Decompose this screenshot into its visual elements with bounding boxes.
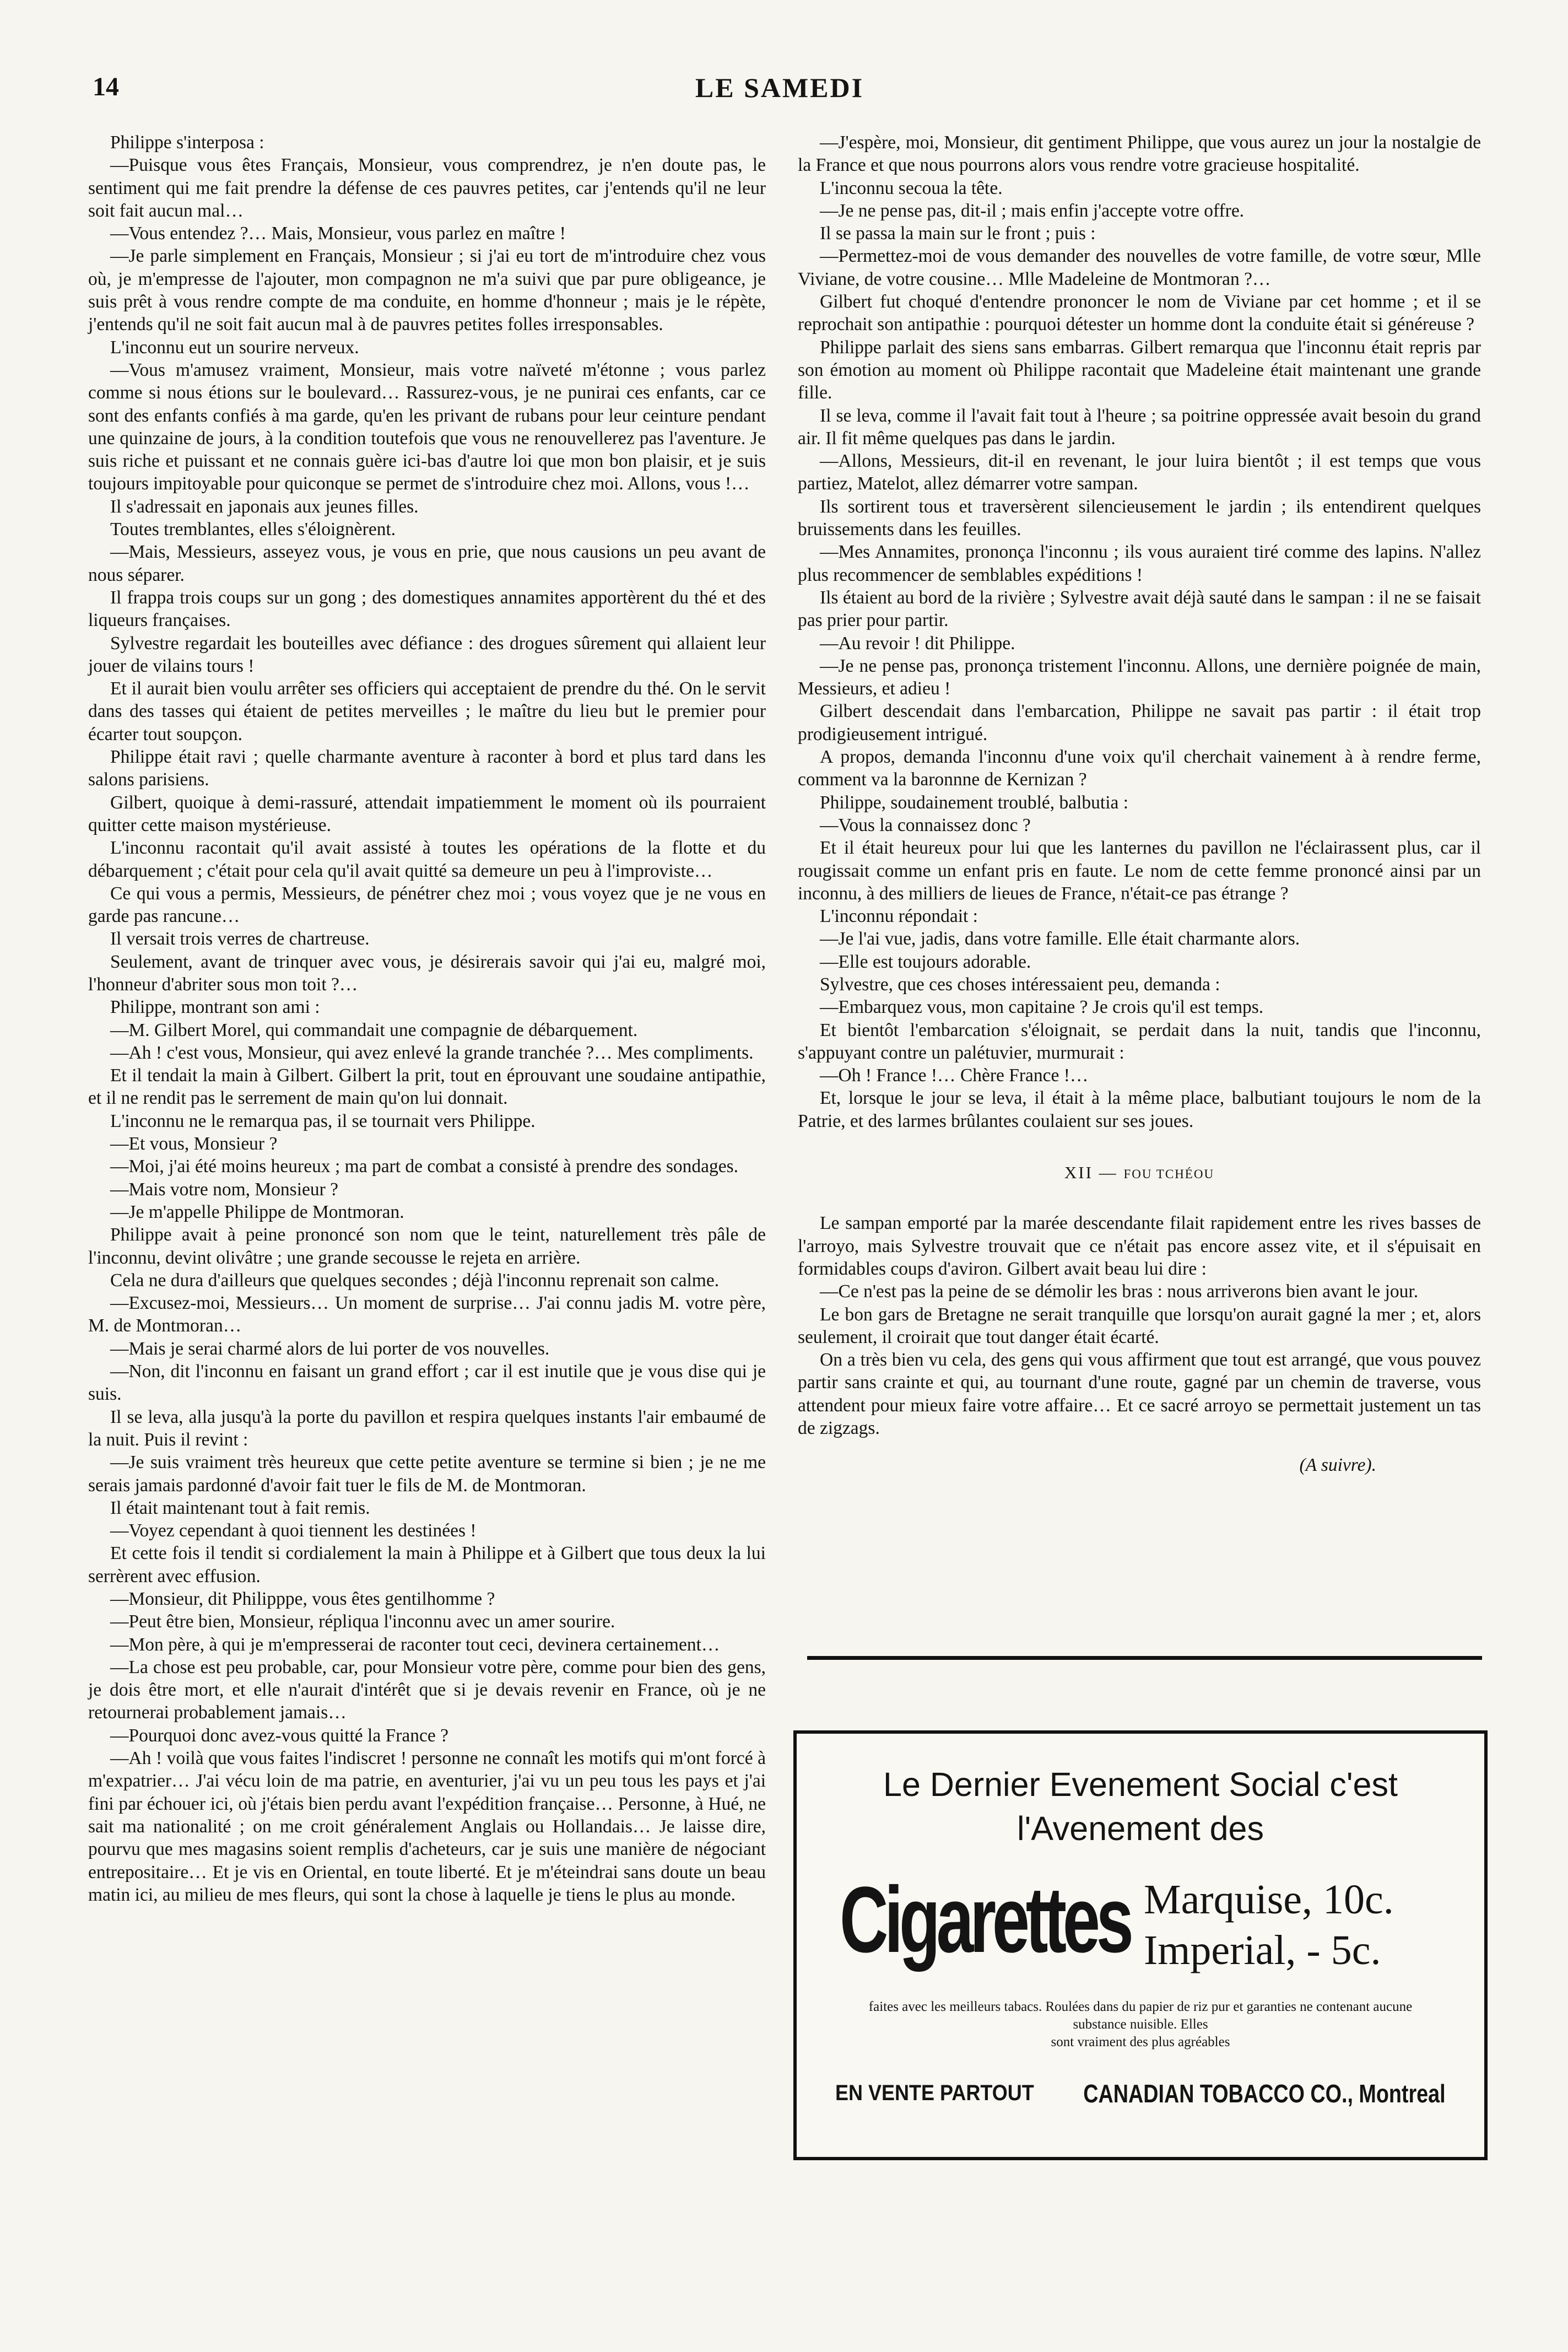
body-paragraph: Il était maintenant tout à fait remis.	[110, 1497, 370, 1518]
body-paragraph: Philippe parlait des siens sans embarras. Gilbert remarqua que l'inconnu était repris par son émotion au moment où Philippe racontait que Madeleine était maintenant une grande fille.	[798, 337, 1481, 403]
right-column-part2	[798, 1212, 1481, 1439]
body-paragraph: —Mais, Messieurs, asseyez vous, je vous en prie, que nous causions un peu avant de nous séparer.	[88, 542, 766, 585]
body-paragraph: —Vous entendez ?… Mais, Monsieur, vous parlez en maître !	[110, 223, 566, 244]
body-paragraph: —Ah ! voilà que vous faites l'indiscret ! personne ne connaît les motifs qui m'ont forcé à m'expatrier… J'ai vécu loin de ma patrie, en aventurier, j'ai vu un peu tous les pays et j'ai fini par échouer ici, où j'étais bien perdu avant l'expédition française… Personne, à Hué, ne sait ma nationalité ; on me croit généralement Anglais ou Hollandais… Je laisse dire, pourvu que mes magasins soient remplis d'acheteurs, car je suis une manière de négociant entrepositaire… Et je vis en Oriental, en toute liberté. Et je m'éteindrai sans doute un beau matin ici, au milieu de mes fleurs, qui sont la chose à laquelle je tiens le plus au monde.	[88, 1748, 766, 1905]
body-paragraph: Ils sortirent tous et traversèrent silencieusement le jardin ; ils entendirent quelques bruissements dans les feuilles.	[798, 496, 1481, 540]
body-paragraph: Et cette fois il tendit si cordialement la main à Philippe et à Gilbert que tous deux la lui serrèrent avec effusion.	[88, 1543, 766, 1587]
body-paragraph: —Voyez cependant à quoi tiennent les destinées !	[110, 1520, 477, 1541]
journal-title: LE SAMEDI	[695, 72, 864, 103]
ad-price-imperial: Imperial, - 5c.	[1144, 1927, 1381, 1973]
body-paragraph: —Je l'ai vue, jadis, dans votre famille. Elle était charmante alors.	[820, 929, 1300, 950]
body-paragraph: L'inconnu secoua la tête.	[820, 177, 1003, 198]
body-paragraph: —Allons, Messieurs, dit-il en revenant, le jour luira bientôt ; il est temps que vous partiez, Matelot, allez démarrer votre sampan.	[798, 451, 1481, 494]
body-paragraph: —Pourquoi donc avez-vous quitté la France ?	[110, 1725, 448, 1746]
body-paragraph: Ils étaient au bord de la rivière ; Sylvestre avait déjà sauté dans le sampan : il ne se faisait pas prier pour partir.	[798, 587, 1481, 631]
body-paragraph: —Mes Annamites, prononça l'inconnu ; ils vous auraient tiré comme des lapins. N'allez plus recommencer de semblables expéditions !	[798, 542, 1481, 585]
section-title: FOU TCHÉOU	[1123, 1167, 1215, 1182]
body-paragraph: L'inconnu eut un sourire nerveux.	[110, 337, 359, 358]
right-column-part1	[798, 131, 1481, 1132]
ad-price-marquise: Marquise, 10c.	[1144, 1876, 1394, 1923]
ad-manufacturer: CANADIAN TOBACCO CO., Montreal	[1083, 2079, 1446, 2108]
body-paragraph: —Je parle simplement en Français, Monsieur ; si j'ai eu tort de m'introduire chez vous où, je m'empresse de l'ajouter, mon compagnon ne m'a suivi que par pure obligeance, je suis prêt à vous rendre compte de ma conduite, en homme d'honneur ; mais je le répète, j'entends qu'il ne soit fait aucun mal à de pauvres petites folles irresponsables.	[88, 246, 766, 335]
body-paragraph: —Non, dit l'inconnu en faisant un grand effort ; car il est inutile que je vous dise qui je suis.	[88, 1361, 766, 1405]
body-paragraph: —Elle est toujours adorable.	[820, 951, 1031, 972]
body-paragraph: Philippe, montrant son ami :	[110, 997, 320, 1018]
body-paragraph: A propos, demanda l'inconnu d'une voix qu'il cherchait vainement à à rendre ferme, comment va la baronnne de Kernizan ?	[798, 747, 1481, 790]
ad-fine-print-line1: faites avec les meilleurs tabacs. Roulées dans du papier de riz pur et garanties ne contenant aucune substance nuisible. Elles	[868, 1999, 1413, 2032]
body-paragraph: —Monsieur, dit Philipppe, vous êtes gentilhomme ?	[110, 1589, 495, 1609]
body-paragraph: Gilbert descendait dans l'embarcation, Philippe ne savait pas partir : il était trop prodigieusement intrigué.	[798, 701, 1481, 745]
body-paragraph: Sylvestre, que ces choses intéressaient peu, demanda :	[820, 974, 1220, 995]
body-paragraph: Philippe, soudainement troublé, balbutia :	[820, 792, 1129, 813]
body-paragraph: Seulement, avant de trinquer avec vous, je désirerais savoir qui j'ai eu, malgré moi, l'honneur d'abriter sous mon toit ?…	[88, 951, 766, 995]
body-paragraph: Gilbert, quoique à demi-rassuré, attendait impatiemment le moment où ils pourraient quitter cette maison mystérieuse.	[88, 792, 766, 835]
body-paragraph: Ce qui vous a permis, Messieurs, de pénétrer chez moi ; vous voyez que je ne vous en garde pas rancune…	[88, 883, 766, 927]
ad-headline-line1: Le Dernier Evenement Social c'est	[883, 1766, 1398, 1803]
body-paragraph: —La chose est peu probable, car, pour Monsieur votre père, comme pour bien des gens, je dois être mort, et elle n'aurait d'intérêt que si je devais revenir en France, où je ne retournerai probablement jamais…	[88, 1657, 766, 1723]
body-paragraph: Et bientôt l'embarcation s'éloignait, se perdait dans la nuit, tandis que l'inconnu, s'appuyant contre un palétuvier, murmurait :	[798, 1019, 1481, 1063]
body-paragraph: Philippe avait à peine prononcé son nom que le teint, naturellement très pâle de l'inconnu, devint olivâtre ; une grande secousse le rejeta en arrière.	[88, 1224, 766, 1268]
section-number: XII —	[1064, 1163, 1118, 1183]
to-follow-note: (A suivre).	[1299, 1455, 1376, 1476]
page-header	[83, 72, 1477, 116]
ad-headline	[797, 1762, 1484, 1851]
body-paragraph: Toutes tremblantes, elles s'éloignèrent.	[110, 519, 396, 540]
body-paragraph: Il s'adressait en japonais aux jeunes filles.	[110, 496, 419, 517]
page-number: 14	[93, 72, 119, 101]
body-paragraph: —J'espère, moi, Monsieur, dit gentiment Philippe, que vous aurez un jour la nostalgie de la France et que nous pourrons alors vous rendre votre gracieuse hospitalité.	[798, 132, 1481, 176]
body-paragraph: Et il tendait la main à Gilbert. Gilbert la prit, tout en éprouvant une soudaine antipathie, et il ne rendit pas le serrement de main qu'on lui donnait.	[88, 1065, 766, 1109]
ad-brand-name: Cigarettes	[840, 1868, 1130, 1972]
body-paragraph: Il versait trois verres de chartreuse.	[110, 929, 370, 950]
body-paragraph: —Ah ! c'est vous, Monsieur, qui avez enlevé la grande tranchée ?… Mes compliments.	[110, 1042, 754, 1063]
body-paragraph: L'inconnu répondait :	[820, 906, 978, 927]
body-paragraph: —Ce n'est pas la peine de se démolir les bras : nous arriverons bien avant le jour.	[820, 1281, 1419, 1302]
body-paragraph: —Excusez-moi, Messieurs… Un moment de surprise… J'ai connu jadis M. votre père, M. de Montmoran…	[88, 1293, 766, 1336]
body-paragraph: —Vous la connaissez donc ?	[820, 814, 1031, 835]
ad-headline-line2: l'Avenement des	[1017, 1810, 1264, 1847]
body-paragraph: —Et vous, Monsieur ?	[110, 1134, 278, 1155]
body-paragraph: On a très bien vu cela, des gens qui vous affirment que tout est arrangé, que vous pouvez partir sans crainte et qui, au tournant d'une route, gagné par un chemin de traverse, vous attendent pour mieux faire votre affaire… Et ce sacré arroyo se permettait justement un tas de zigzags.	[798, 1350, 1481, 1439]
body-paragraph: Cela ne dura d'ailleurs que quelques secondes ; déjà l'inconnu reprenait son calme.	[110, 1270, 720, 1291]
ad-fine-print	[841, 1998, 1440, 2051]
body-paragraph: —Oh ! France !… Chère France !…	[820, 1065, 1089, 1086]
body-paragraph: —Au revoir ! dit Philippe.	[820, 633, 1015, 654]
section-heading	[798, 1161, 1481, 1185]
body-paragraph: —Je ne pense pas, prononça tristement l'inconnu. Allons, une dernière poignée de main, Messieurs, et adieu !	[798, 655, 1481, 699]
body-paragraph: Il se leva, alla jusqu'à la porte du pavillon et respira quelques instants l'air embaumé de la nuit. Puis il revint :	[88, 1406, 766, 1450]
body-paragraph: Et, lorsque le jour se leva, il était à la même place, balbutiant toujours le nom de la Patrie, et des larmes brûlantes coulaient sur ses joues.	[798, 1088, 1481, 1131]
body-paragraph: Philippe s'interposa :	[110, 132, 264, 153]
body-paragraph: —Embarquez vous, mon capitaine ? Je crois qu'il est temps.	[820, 997, 1264, 1018]
body-paragraph: —Permettez-moi de vous demander des nouvelles de votre famille, de votre sœur, Mlle Viviane, de votre cousine… Mlle Madeleine de Montmoran ?…	[798, 246, 1481, 289]
body-paragraph: —Puisque vous êtes Français, Monsieur, vous comprendrez, je n'en doute pas, le sentiment qui me fait prendre la défense de ces pauvres petites, car j'entends qu'il ne leur soit fait aucun mal…	[88, 155, 766, 221]
body-paragraph: L'inconnu racontait qu'il avait assisté à toutes les opérations de la flotte et du débarquement ; c'était pour cela qu'il avait quitté sa demeure un peu à l'improviste…	[88, 838, 766, 881]
divider-rule	[807, 1656, 1482, 1660]
body-paragraph: —Je m'appelle Philippe de Montmoran.	[110, 1201, 404, 1222]
ad-prices	[1144, 1874, 1394, 1976]
left-column	[88, 131, 766, 1906]
body-paragraph: —Mon père, à qui je m'empresserai de raconter tout ceci, devinera certainement…	[110, 1634, 720, 1655]
body-paragraph: —Moi, j'ai été moins heureux ; ma part de combat a consisté à prendre des sondages.	[110, 1156, 739, 1177]
body-paragraph: —Je suis vraiment très heureux que cette petite aventure se termine si bien ; je ne me serais jamais pardonné d'avoir fait tuer le fils de M. de Montmoran.	[88, 1452, 766, 1496]
body-paragraph: —Mais votre nom, Monsieur ?	[110, 1179, 339, 1200]
body-paragraph: —Je ne pense pas, dit-il ; mais enfin j'accepte votre offre.	[820, 200, 1245, 221]
body-paragraph: —Peut être bien, Monsieur, répliqua l'inconnu avec un amer sourire.	[110, 1611, 615, 1632]
body-paragraph: Sylvestre regardait les bouteilles avec défiance : des drogues sûrement qui allaient leur jouer de vilains tours !	[88, 633, 766, 676]
body-paragraph: —M. Gilbert Morel, qui commandait une compagnie de débarquement.	[110, 1019, 638, 1040]
body-paragraph: Il se passa la main sur le front ; puis :	[820, 223, 1096, 244]
ad-sale-text: EN VENTE PARTOUT	[835, 2081, 1034, 2105]
body-paragraph: L'inconnu ne le remarqua pas, il se tournait vers Philippe.	[110, 1110, 536, 1131]
body-paragraph: Il se leva, comme il l'avait fait tout à l'heure ; sa poitrine oppressée avait besoin du grand air. Il fit même quelques pas dans le jardin.	[798, 405, 1481, 449]
body-paragraph: Le bon gars de Bretagne ne serait tranquille que lorsqu'on aurait gagné la mer ; et, alors seulement, il croirait que tout danger était écarté.	[798, 1304, 1481, 1347]
cigarette-advertisement	[793, 1730, 1488, 2160]
body-paragraph: Il frappa trois coups sur un gong ; des domestiques annamites apportèrent du thé et des liqueurs françaises.	[88, 587, 766, 631]
body-paragraph: Le sampan emporté par la marée descendante filait rapidement entre les rives basses de l'arroyo, mais Sylvestre trouvait que ce n'était pas encore assez vite, et il s'épuisait en formidables coups d'aviron. Gilbert avait beau lui dire :	[798, 1213, 1481, 1279]
body-paragraph: Gilbert fut choqué d'entendre prononcer le nom de Viviane par cet homme ; et il se reprochait son antipathie : pourquoi détester un homme dont la conduite était si généreuse ?	[798, 292, 1481, 335]
body-paragraph: Philippe était ravi ; quelle charmante aventure à raconter à bord et plus tard dans les salons parisiens.	[88, 747, 766, 790]
body-paragraph: —Mais je serai charmé alors de lui porter de vos nouvelles.	[110, 1338, 550, 1359]
body-paragraph: —Vous m'amusez vraiment, Monsieur, mais votre naïveté m'étonne ; vous parlez comme si nous étions sur le boulevard… Rassurez-vous, je ne punirai ces enfants, car ce sont des enfants confiés à ma garde, qu'en les privant de rubans pour leur ceinture pendant une quinzaine de jours, à la condition toutefois que vous ne renouvellerez pas l'aventure. Je suis riche et puissant et ne connais guère ici-bas d'autre loi que mon bon plaisir, et je suis toujours impitoyable pour quiconque se permet de s'introduire chez moi. Allons, vous !…	[88, 359, 766, 494]
body-paragraph: Et il aurait bien voulu arrêter ses officiers qui acceptaient de prendre du thé. On le servit dans des tasses qui étaient de petites merveilles ; le maître du lieu but le premier pour écarter tout soupçon.	[88, 678, 766, 745]
body-paragraph: Et il était heureux pour lui que les lanternes du pavillon ne l'éclairassent plus, car il rougissait comme un enfant pris en faute. Le nom de cette femme prononcé ainsi par un inconnu, à des milliers de lieues de France, n'était-ce pas étrange ?	[798, 838, 1481, 904]
ad-fine-print-line2: sont vraiment des plus agréables	[1051, 2035, 1230, 2049]
right-column	[798, 131, 1481, 1477]
